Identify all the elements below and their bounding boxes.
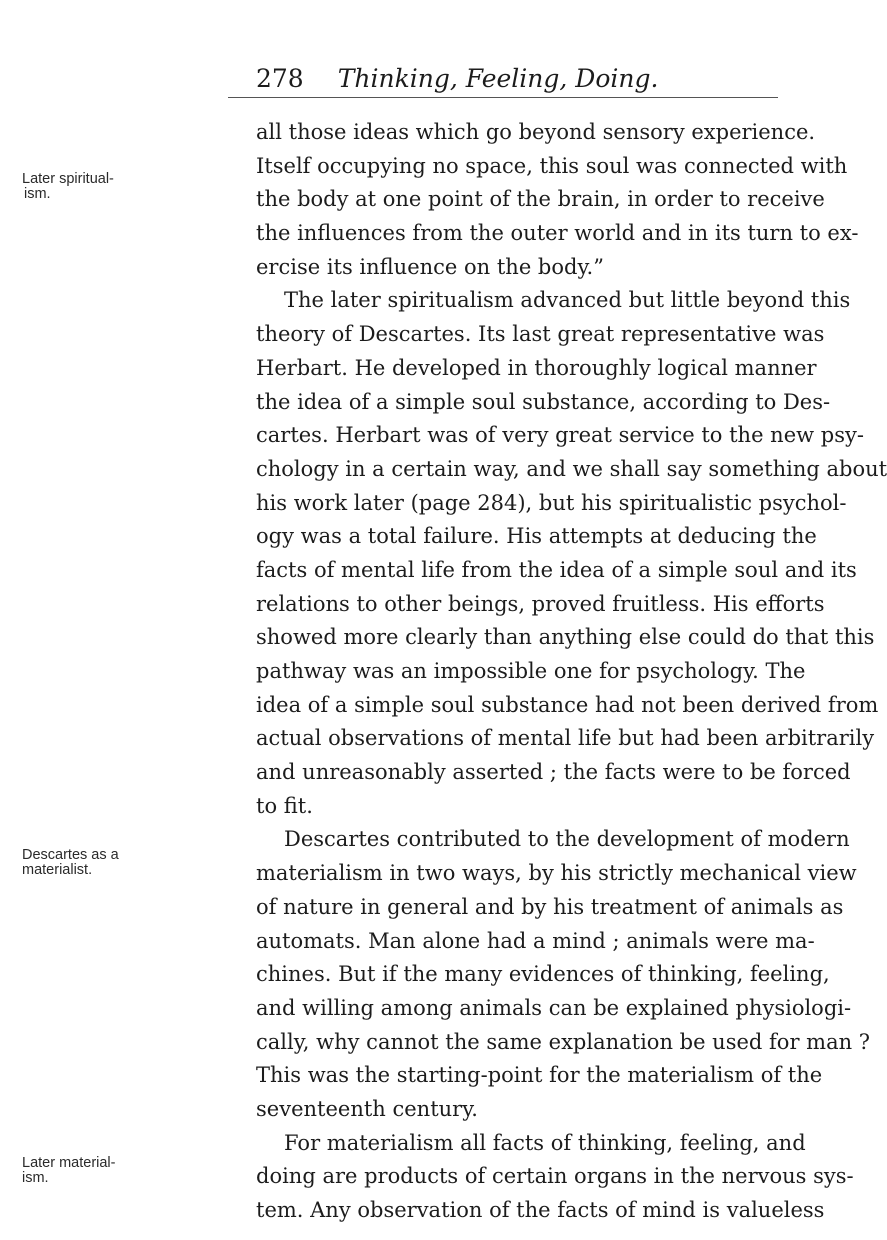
page-number: 278 xyxy=(256,64,304,93)
header-rule xyxy=(228,97,778,98)
text-line: the influences from the outer world and in its turn to ex- xyxy=(256,221,859,246)
text-line: cartes. Herbart was of very great service to the new psy- xyxy=(256,423,864,448)
text-line: Descartes contributed to the development of modern xyxy=(284,827,850,852)
text-line: doing are products of certain organs in the nervous sys- xyxy=(256,1164,854,1189)
text-line: materialism in two ways, by his strictly mechanical view xyxy=(256,861,857,886)
text-line: and unreasonably asserted ; the facts were to be forced xyxy=(256,760,851,785)
text-line: The later spiritualism advanced but little beyond this xyxy=(284,288,851,313)
text-line: pathway was an impossible one for psychology. The xyxy=(256,659,806,683)
text-line: automats. Man alone had a mind ; animals were ma- xyxy=(256,928,815,953)
sidenote-line: Descartes as a xyxy=(22,847,119,863)
sidenote-line: Later material- xyxy=(22,1155,116,1171)
text-line: theory of Descartes. Its last great representative was xyxy=(256,322,825,347)
text-line: Herbart. He developed in thoroughly logical manner xyxy=(256,355,817,380)
sidenote-descartes-materialist xyxy=(22,848,142,878)
text-line: chology in a certain way, and we shall say something about xyxy=(256,456,887,481)
text-line: actual observations of mental life but had been arbitrarily xyxy=(256,726,875,751)
sidenote-line: ism. xyxy=(22,1170,49,1186)
text-line: the body at one point of the brain, in order to receive xyxy=(256,187,825,212)
text-line: the idea of a simple soul substance, according to Des- xyxy=(256,389,831,414)
text-line: showed more clearly than anything else could do that this xyxy=(256,625,875,650)
text-line: ercise its influence on the body.” xyxy=(256,254,604,279)
text-line: For materialism all facts of thinking, feeling, and xyxy=(284,1130,806,1155)
running-title: Thinking, Feeling, Doing. xyxy=(337,64,659,93)
text-line: Itself occupying no space, this soul was connected with xyxy=(256,153,848,178)
text-line: seventeenth century. xyxy=(256,1096,478,1121)
text-line: This was the starting-point for the materialism of the xyxy=(256,1063,823,1088)
text-line: to fit. xyxy=(256,793,313,818)
sidenote-line: materialist. xyxy=(22,862,93,878)
text-line: idea of a simple soul substance had not been derived from xyxy=(256,692,879,717)
running-head xyxy=(256,64,658,94)
text-line: chines. But if the many evidences of thinking, feeling, xyxy=(256,962,830,987)
text-line: ogy was a total failure. His attempts at deducing the xyxy=(256,524,817,549)
text-line: his work later (page 284), but his spiritualistic psychol- xyxy=(256,490,847,515)
text-line: and willing among animals can be explained physiologi- xyxy=(256,995,852,1020)
text-line: tem. Any observation of the facts of mind is valueless xyxy=(256,1198,825,1222)
text-line: cally, why cannot the same explanation be used for man ? xyxy=(256,1029,871,1054)
body-text xyxy=(256,116,887,1228)
text-line: relations to other beings, proved fruitless. His efforts xyxy=(256,591,825,616)
sidenote-line: Later spiritual- xyxy=(22,171,114,187)
sidenote-later-spiritualism xyxy=(22,172,142,202)
text-line: facts of mental life from the idea of a simple soul and its xyxy=(256,557,857,582)
text-line: all those ideas which go beyond sensory experience. xyxy=(256,120,816,144)
sidenote-later-materialism xyxy=(22,1156,142,1186)
sidenote-line: ism. xyxy=(24,186,51,202)
text-line: of nature in general and by his treatment of animals as xyxy=(256,894,844,919)
